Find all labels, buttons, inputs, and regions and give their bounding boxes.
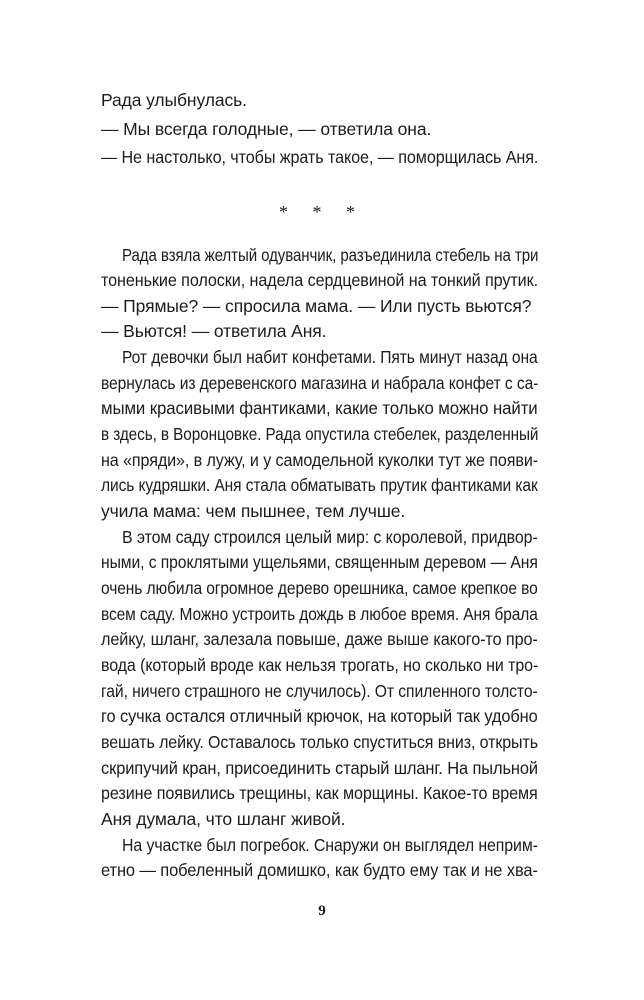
text-line: ными, с проклятыми ущельями, священным деревом — Аня <box>101 552 538 572</box>
scene-separator: * * * <box>279 202 365 222</box>
text-line: — Вьются! — ответила Аня. <box>101 321 327 341</box>
text-line: учила мама: чем пышнее, тем лучше. <box>101 501 406 521</box>
text-line: на «пряди», в лужу, и у самодельной куколки тут же появи- <box>101 450 539 470</box>
text-line: гай, ничего страшного не случилось). От спиленного толсто- <box>101 681 538 701</box>
text-line: — Мы всегда голодные, — ответила она. <box>101 119 432 139</box>
text-line: — Прямые? — спросила мама. — Или пусть вьются? <box>101 296 532 316</box>
page-number: 9 <box>318 903 326 919</box>
text-line: скрипучий кран, присоединить старый шланг. На пыльной <box>101 758 539 778</box>
text-line: Аня думала, что шланг живой. <box>101 809 346 829</box>
text-line: всем саду. Можно устроить дождь в любое время. Аня брала <box>101 604 538 624</box>
text-line: очень любила огромное дерево орешника, самое крепкое во <box>101 578 538 598</box>
text-line: вернулась из деревенского магазина и набрала конфет с са- <box>101 373 539 393</box>
text-line: вода (который вроде как нельзя трогать, но сколько ни тро- <box>101 655 539 675</box>
text-line: мыми красивыми фантиками, какие только можно найти <box>101 398 538 418</box>
text-line: Рада улыбнулась. <box>101 90 247 110</box>
text-line: — Не настолько, чтобы жрать такое, — поморщилась Аня. <box>101 147 539 167</box>
text-line: На участке был погребок. Снаружи он выглядел неприм- <box>122 835 538 855</box>
text-line: Рада взяла желтый одуванчик, разъединила стебель на три <box>122 245 539 265</box>
text-line: лись кудряшки. Аня стала обматывать прутик фантиками как <box>101 475 538 495</box>
text-line: в здесь, в Воронцовке. Рада опустила стебелек, разделенный <box>101 424 539 444</box>
text-line: тоненькие полоски, надела сердцевиной на тонкий прутик. <box>101 270 539 290</box>
text-line: го сучка остался отличный крючок, на который так удобно <box>101 706 538 726</box>
text-line: Рот девочки был набит конфетами. Пять минут назад она <box>122 347 538 367</box>
text-line: лейку, шланг, залезала повыше, даже выше какого-то про- <box>101 629 538 649</box>
text-line: В этом саду строился целый мир: с королевой, придвор- <box>122 527 538 547</box>
text-line: вешать лейку. Оставалось только спуститься вниз, открыть <box>101 732 538 752</box>
text-line: етно — побеленный домишко, как будто ему так и не хва- <box>101 860 538 880</box>
text-line: резине появились трещины, как морщины. Какое-то время <box>101 783 538 803</box>
